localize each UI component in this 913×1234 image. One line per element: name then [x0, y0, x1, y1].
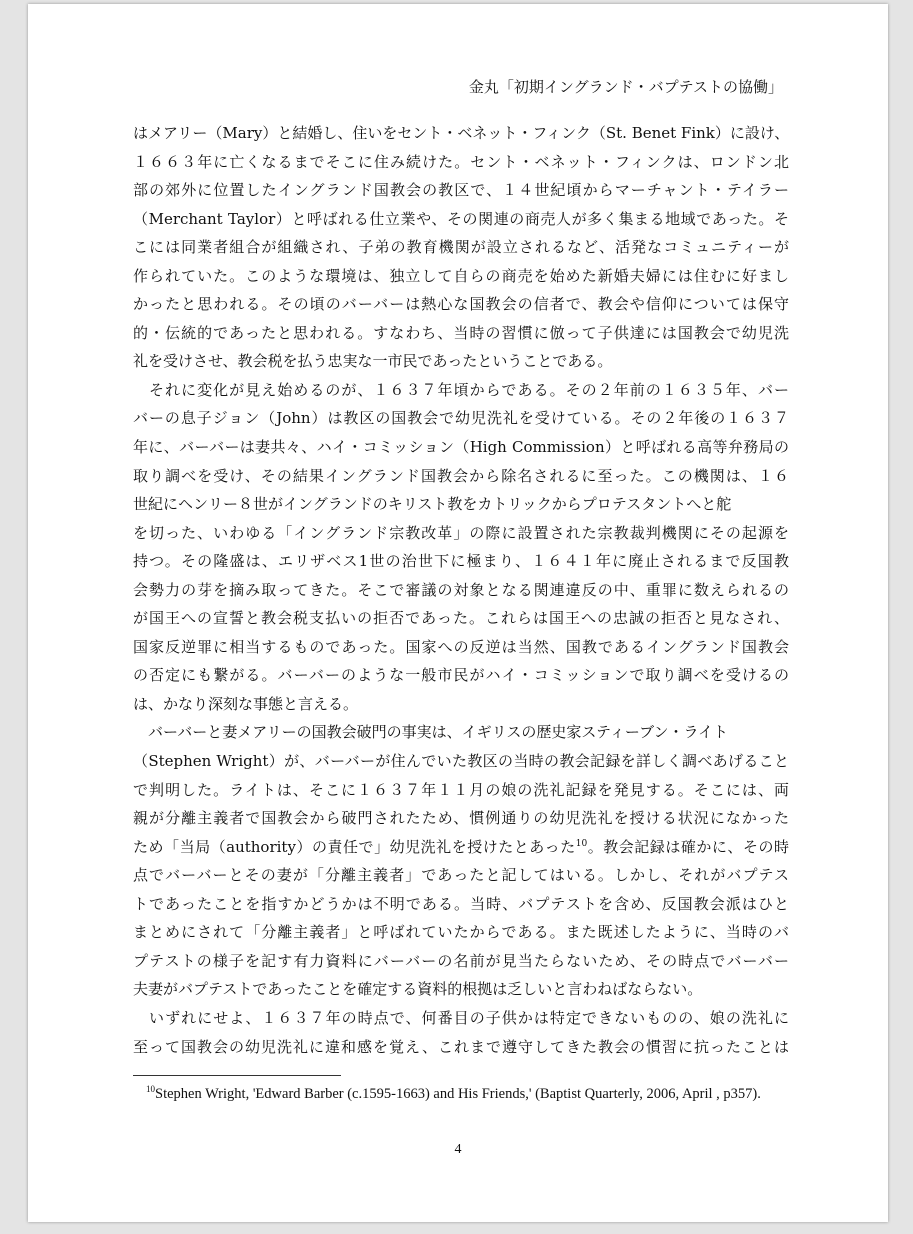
footnote-text: Stephen Wright, 'Edward Barber (c.1595-1663) and His Friends,' (Baptist Quarterly, 2006, April , p357).: [155, 1086, 761, 1102]
text-line: で判明した。ライトは、そこに１６３７年１１月の娘の洗礼記録を発見する。そこには、両: [133, 780, 789, 799]
text-line: 会勢力の芽を摘み取ってきた。そこで審議の対象となる関連違反の中、重罪に数えられるの: [133, 580, 789, 599]
footnote-number: 10: [146, 1084, 155, 1095]
text-line: 持つ。その隆盛は、エリザベス1世の治世下に極まり、１６４１年に廃止されるまで反国教: [133, 552, 789, 571]
text-line: 国家反逆罪に相当するものであった。国家への反逆は当然、国教であるイングランド国教会: [133, 637, 789, 656]
text-line: いずれにせよ、１６３７年の時点で、何番目の子供かは特定できないものの、娘の洗礼に: [133, 1008, 789, 1027]
text-line: 取り調べを受け、その結果イングランド国教会から除名されるに至った。この機関は、１６: [133, 466, 789, 485]
text-line: 点でバーバーとその妻が「分離主義者」であったと記してはいる。しかし、それがバプテス: [133, 866, 789, 885]
text-line: 夫妻がバプテストであったことを確定する資料的根拠は乏しいと言わねばならない。: [133, 980, 703, 999]
text-line: が国王への宣誓と教会税支払いの拒否であった。これらは国王への忠誠の拒否と見なされ、: [133, 609, 789, 628]
page-number: 4: [454, 1142, 462, 1157]
text-line: を切った、いわゆる「イングランド宗教改革」の際に設置された宗教裁判機関にその起源を: [133, 523, 789, 542]
text-line: 礼を受けさせ、教会税を払う忠実な一市民であったということである。: [133, 352, 613, 371]
text-line: かったと思われる。その頃のバーバーは熱心な国教会の信者で、教会や信仰については保守: [133, 295, 789, 314]
text-line: の否定にも繋がる。バーバーのような一般市民がハイ・コミッションで取り調べを受けるの: [133, 666, 789, 685]
text-line: 世紀にヘンリー８世がイングランドのキリスト教をカトリックからプロテスタントへと舵: [133, 495, 732, 514]
text-line: 作られていた。このような環境は、独立して自らの商売を始めた新婚夫婦には住むに好まし: [133, 266, 789, 285]
text-line: それに変化が見え始めるのが、１６３７年頃からである。その２年前の１６３５年、バー: [133, 380, 789, 399]
text-line: 至って国教会の幼児洗礼に違和感を覚え、これまで遵守してきた教会の慣習に抗ったことは: [133, 1037, 789, 1056]
text-line: プテストの様子を記す有力資料にバーバーの名前が見当たらないため、その時点でバーバー: [133, 951, 789, 970]
text-line: 年に、バーバーは妻共々、ハイ・コミッション（High Commission）と呼ばれる高等弁務局の: [133, 438, 789, 457]
footnote-reference: 10: [575, 838, 588, 849]
text-line: トであったことを指すかどうかは不明である。当時、バプテストを含め、反国教会派はひと: [133, 894, 789, 913]
text-line: バーの息子ジョン（John）は教区の国教会で幼児洗礼を受けている。その２年後の１６３７: [133, 409, 789, 428]
text-line: バーバーと妻メアリーの国教会破門の事実は、イギリスの歴史家スティーブン・ライト: [133, 723, 729, 742]
document-page: [28, 4, 888, 1222]
footnote: [146, 1086, 761, 1103]
footnote-divider: [133, 1075, 341, 1076]
text-line: まとめにされて「分離主義者」と呼ばれていたからである。また既述したように、当時のバ: [133, 923, 789, 942]
text-line-with-footnote: [133, 833, 789, 862]
running-header: 金丸「初期イングランド・バプテストの協働」: [468, 78, 783, 96]
text-line: こには同業者組合が組織され、子弟の教育機関が設立されるなど、活発なコミュニティーが: [133, 238, 789, 257]
text-line: 部の郊外に位置したイングランド国教会の教区で、１４世紀頃からマーチャント・テイラー: [133, 181, 789, 200]
text-line: （Stephen Wright）が、バーバーが住んでいた教区の当時の教会記録を詳しく調べあげること: [133, 752, 789, 771]
text-line: は、かなり深刻な事態と言える。: [133, 694, 359, 713]
text-line: はメアリー（Mary）と結婚し、住いをセント・ベネット・フィンク（St. Benet Fink）に設け、: [133, 124, 789, 142]
text-line: 的・伝統的であったと思われる。すなわち、当時の習慣に倣って子供達には国教会で幼児洗: [133, 323, 789, 342]
text-line: １６６３年に亡くなるまでそこに住み続けた。セント・ベネット・フィンクは、ロンドン北: [133, 152, 789, 171]
text-line: 親が分離主義者で国教会から破門されたため、慣例通りの幼児洗礼を授ける状況になかった: [133, 809, 789, 828]
text-line: （Merchant Taylor）と呼ばれる仕立業や、その関連の商売人が多く集まる地域であった。そ: [133, 209, 789, 228]
text-line-tail: 。教会記録は確かに、その時: [587, 837, 789, 856]
text-line-head: ため「当局（authority）の責任で」幼児洗礼を授けたとあった: [133, 837, 576, 856]
body-text: [133, 119, 789, 1061]
